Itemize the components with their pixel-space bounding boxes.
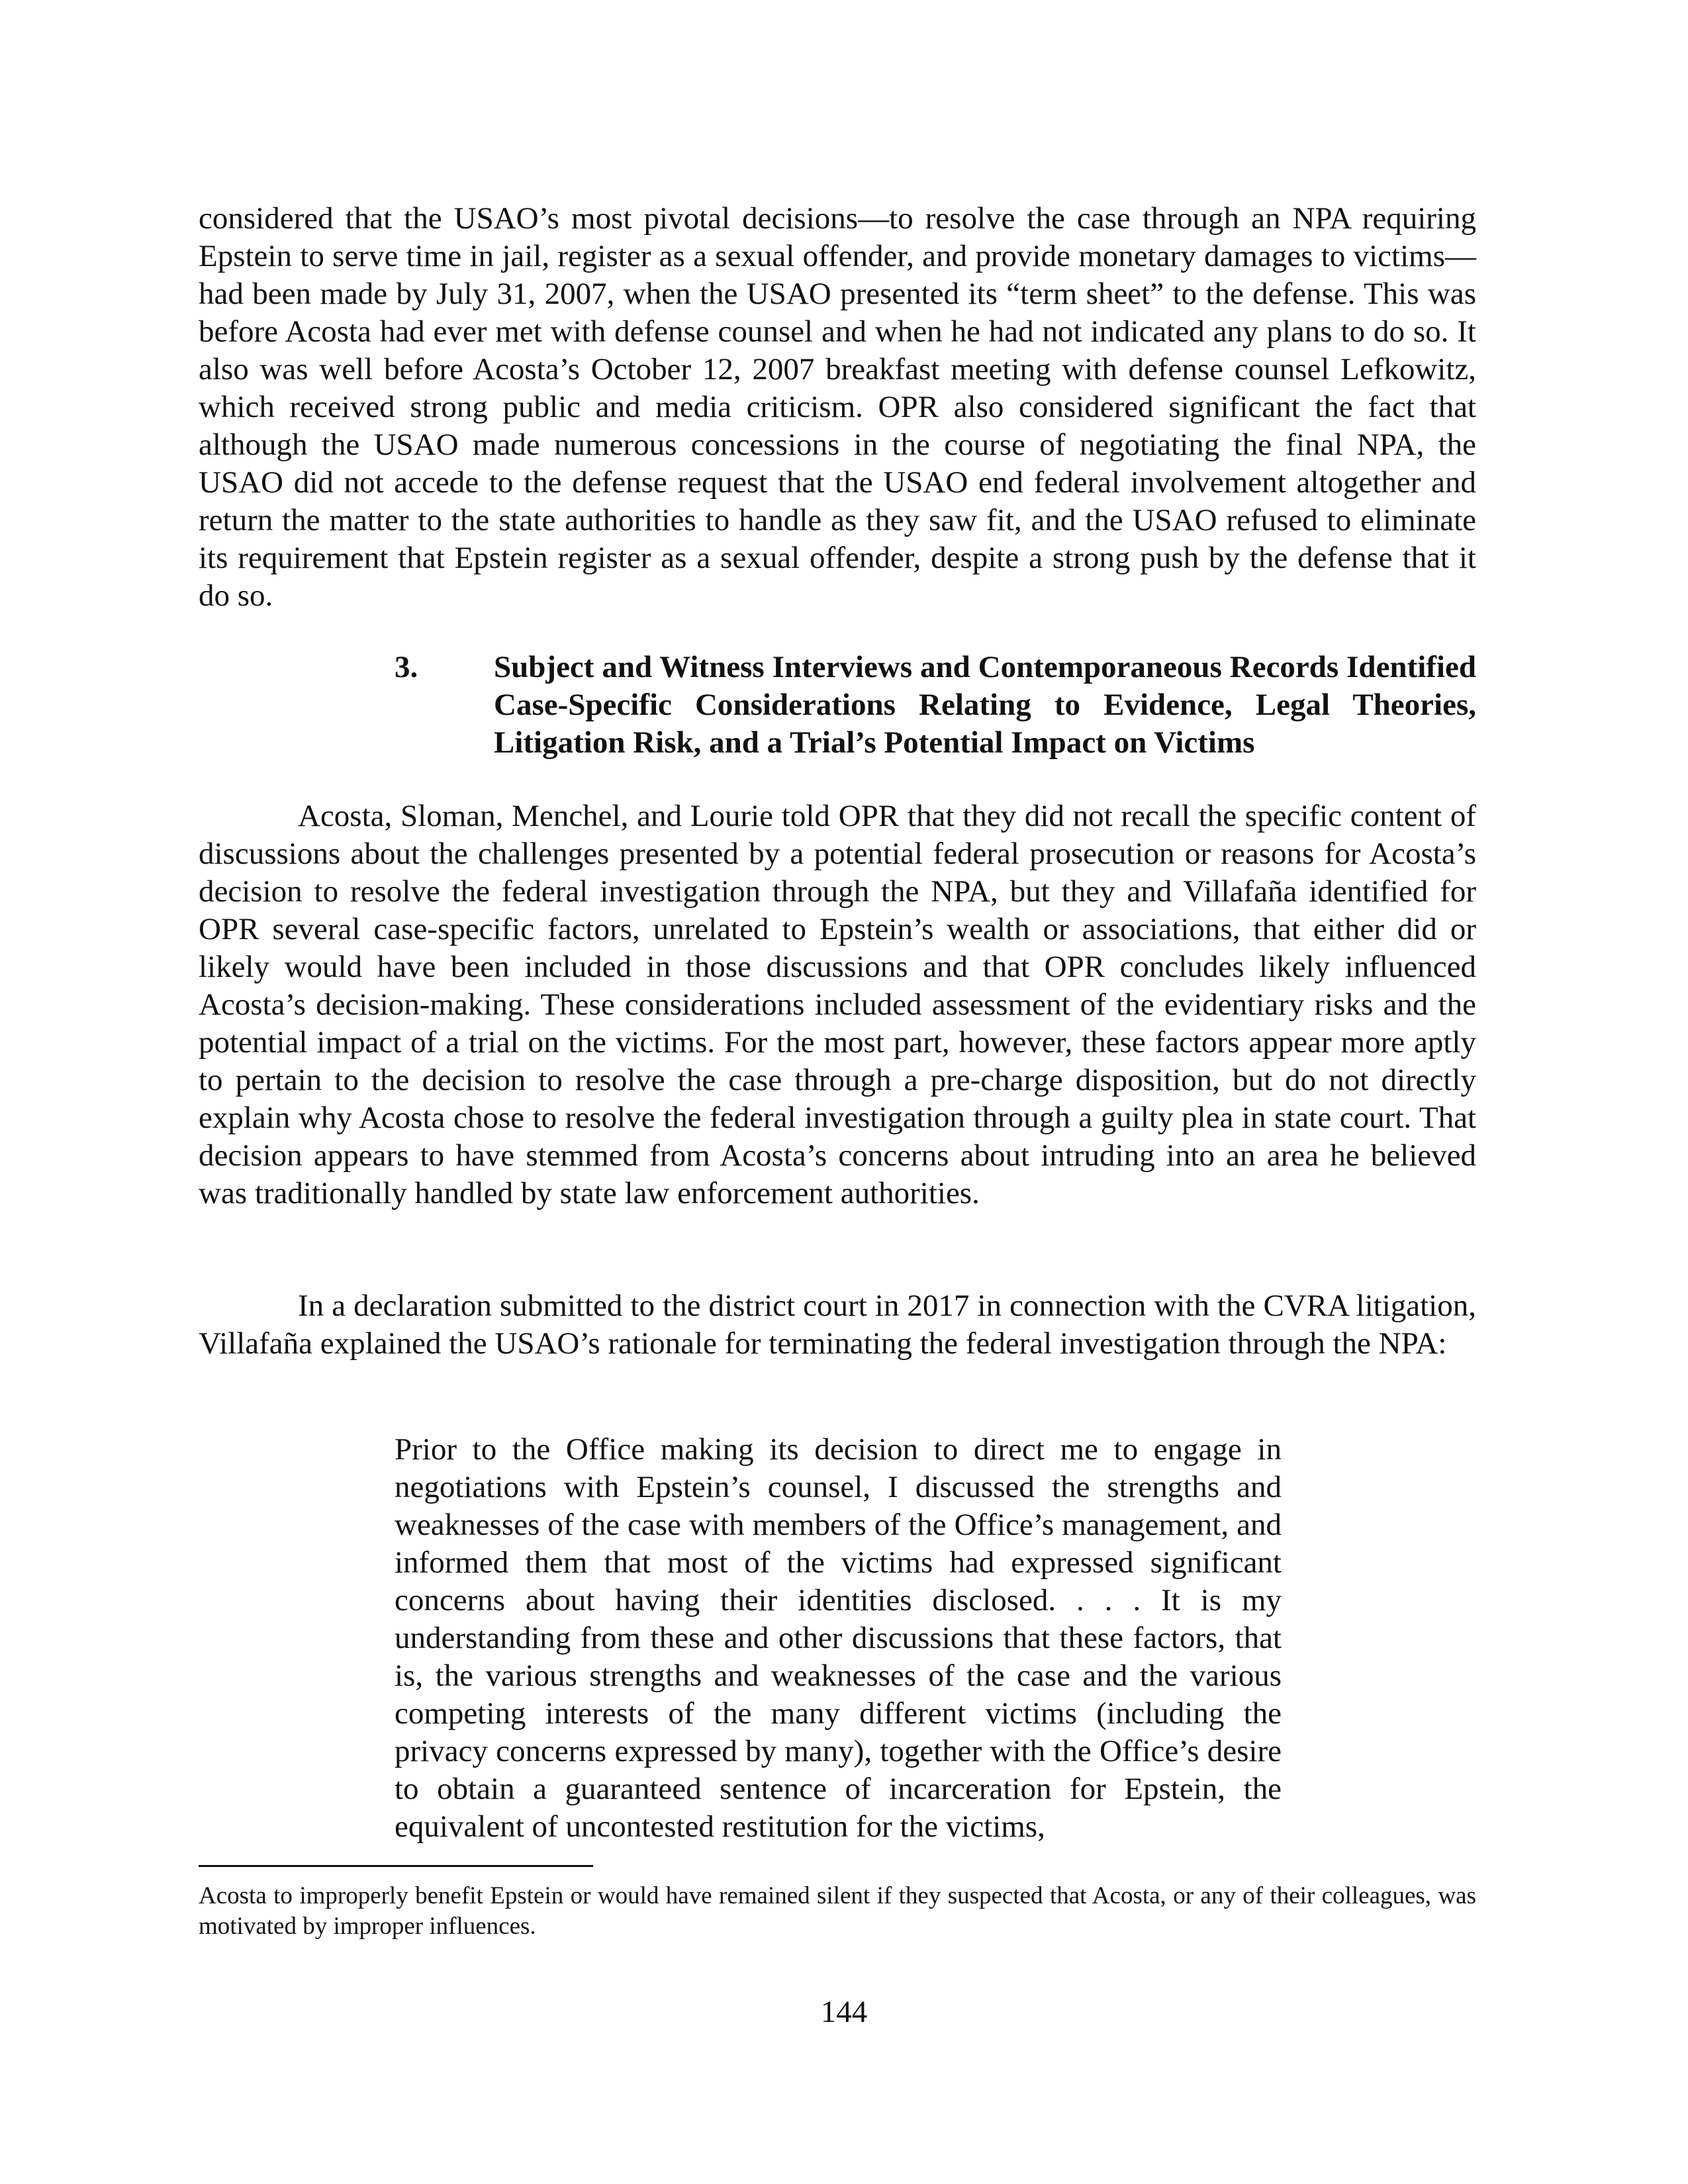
section-number: 3. <box>395 650 418 684</box>
body-paragraph-continued: considered that the USAO’s most pivotal decisions—to resolve the case through an NPA requiring Epstein to serve time in jail, register as a sexual offender, and provide monetary damages to victims—had been made by July 31, 2007, when the USAO presented its “term sheet” to the defense. This was before Acosta had ever met with defense counsel and when he had not indicated any plans to do so. It also was well before Acosta’s October 12, 2007 breakfast meeting with defense counsel Lefkowitz, which received strong public and media criticism. OPR also considered significant the fact that although the USAO made numerous concessions in the course of negotiating the final NPA, the USAO did not accede to the defense request that the USAO end federal involvement altogether and return the matter to the state authorities to handle as they saw fit, and the USAO refused to eliminate its requirement that Epstein register as a sexual offender, despite a strong push by the defense that it do so. <box>199 201 1476 613</box>
section-title: Subject and Witness Interviews and Contemporaneous Records Identified Case-Specific Considerations Relating to Evidence, Legal Theories, Litigation Risk, and a Trial’s Potential Impact on Victims <box>494 650 1476 760</box>
footnote-text: Acosta to improperly benefit Epstein or would have remained silent if they suspected that Acosta, or any of their colleagues, was motivated by improper influences. <box>199 1882 1476 1940</box>
page-number: 144 <box>820 1995 868 2029</box>
section-heading <box>395 649 1476 762</box>
footnote-divider <box>199 1865 593 1867</box>
body-paragraph-interviews: Acosta, Sloman, Menchel, and Lourie told OPR that they did not recall the specific content of discussions about the challenges presented by a potential federal prosecution or reasons for Acosta’s decision to resolve the federal investigation through the NPA, but they and Villafaña identified for OPR several case-specific factors, unrelated to Epstein’s wealth or associations, that either did or likely would have been included in those discussions and that OPR concludes likely influenced Acosta’s decision-making. These considerations included assessment of the evidentiary risks and the potential impact of a trial on the victims. For the most part, however, these factors appear more aptly to pertain to the decision to resolve the case through a pre-charge disposition, but do not directly explain why Acosta chose to resolve the federal investigation through a guilty plea in state court. That decision appears to have stemmed from Acosta’s concerns about intruding into an area he believed was traditionally handled by state law enforcement authorities. <box>199 799 1476 1210</box>
block-quote: Prior to the Office making its decision to direct me to engage in negotiations with Epstein’s counsel, I discussed the strengths and weaknesses of the case with members of the Office’s management, and informed them that most of the victims had expressed significant concerns about having their identities disclosed. . . . It is my understanding from these and other discussions that these factors, that is, the various strengths and weaknesses of the case and the various competing interests of the many different victims (including the privacy concerns expressed by many), together with the Office’s desire to obtain a guaranteed sentence of incarceration for Epstein, the equivalent of uncontested restitution for the victims, <box>395 1432 1282 1844</box>
body-paragraph-declaration: In a declaration submitted to the district court in 2017 in connection with the CVRA litigation, Villafaña explained the USAO’s rationale for terminating the federal investigation through the NPA: <box>199 1289 1476 1361</box>
